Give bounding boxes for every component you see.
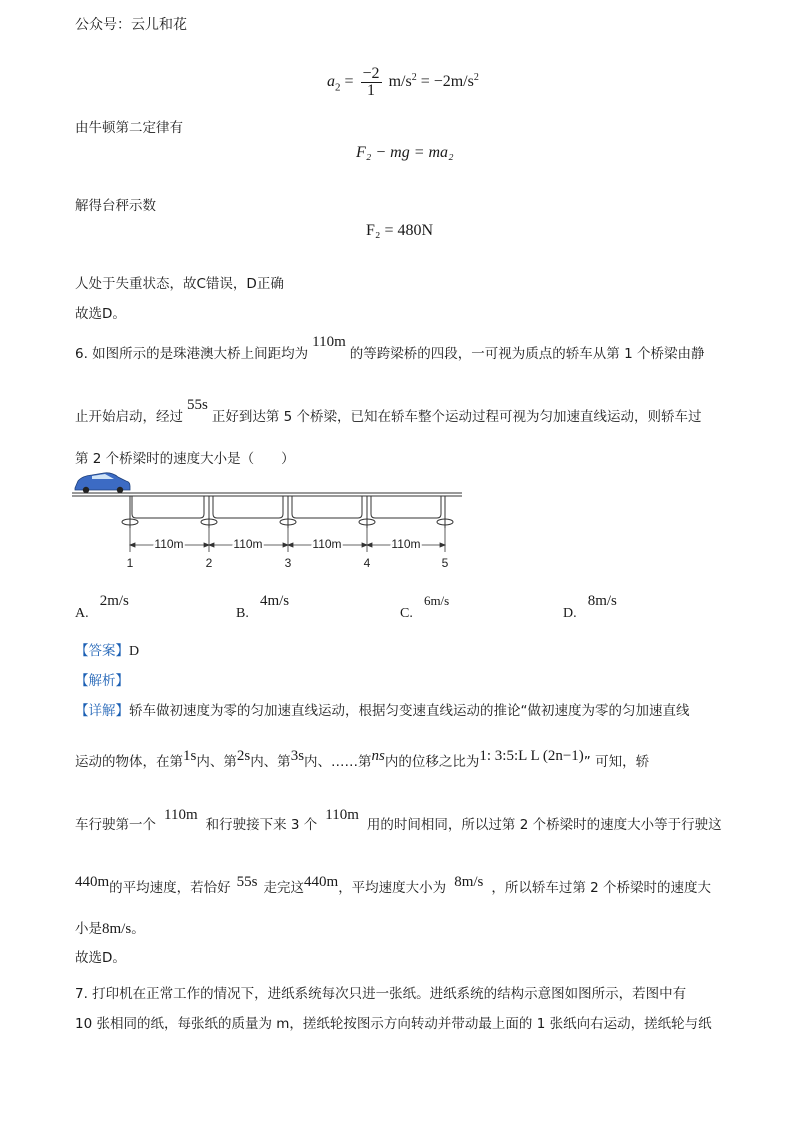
detail-text: 内、第 (250, 754, 291, 770)
a2-denominator: 1 (367, 82, 376, 99)
car-icon (75, 473, 130, 493)
pier-label: 3 (284, 556, 292, 570)
inline-math: 440m (75, 874, 110, 890)
q6-l1-value: 110m (312, 334, 346, 350)
source-label: 公众号：云儿和花 (75, 17, 187, 33)
inline-math: 1s (183, 748, 197, 764)
q6-l1-b: 的等跨梁桥的四段，一可视为质点的轿车从第 1 个桥梁由静 (349, 346, 705, 362)
inline-math: 8m/s (454, 874, 484, 890)
detail-text: ，平均速度大小为 (338, 880, 447, 896)
detail-text: 轿车做初速度为零的匀加速直线运动，根据匀变速直线运动的推论“做初速度为零的匀加速直线 (129, 703, 690, 719)
detail-text: 车行驶第一个 (75, 817, 156, 833)
detail-text: 的平均速度，若恰好 (109, 880, 231, 896)
option-a[interactable] (75, 590, 129, 621)
detail-text: 用的时间相同，所以过第 2 个桥梁时的速度大小等于行驶这 (366, 817, 722, 833)
answer-line (75, 639, 139, 660)
detail-tag: 【详解】 (75, 703, 129, 719)
answer-tag: 【答案】 (75, 643, 129, 659)
option-value: 2m/s (99, 593, 129, 609)
q6-l2-b: 正好到达第 5 个桥梁，已知在轿车整个运动过程可视为匀加速直线运动，则轿车过 (211, 409, 702, 425)
bridge-deck (72, 493, 462, 496)
a2-symbol: a (327, 73, 335, 91)
solve-text: 解得台秤示数 (75, 198, 156, 214)
bridge-arches (132, 496, 441, 518)
option-letter: A. (75, 606, 89, 621)
option-letter: B. (236, 606, 249, 621)
newton-equation: F₂ − mg = ma₂ (356, 144, 454, 161)
inline-math: 110m (325, 807, 359, 823)
inline-math: 440m (304, 874, 339, 890)
detail-text: 内、第 (196, 754, 237, 770)
detail-text: ，所以轿车过第 2 个桥梁时的速度大 (491, 880, 712, 896)
span-label: 110m (154, 537, 184, 551)
q6-line-2 (75, 397, 702, 426)
detail-line-3 (75, 807, 722, 834)
span-label: 110m (233, 537, 263, 551)
inline-math: 110m (164, 807, 198, 823)
inline-math: ns (371, 748, 385, 764)
state-text: 人处于失重状态，故C错误，D正确 (75, 276, 284, 292)
pier-label: 2 (205, 556, 213, 570)
choose-text-2: 故选D。 (75, 950, 126, 966)
detail-text: 小是 (75, 921, 102, 937)
q6-l2-a: 止开始启动，经过 (75, 409, 183, 425)
option-letter: D. (563, 606, 577, 621)
detail-text: 内的位移之比为 (384, 754, 480, 770)
a2-numerator: −2 (362, 65, 380, 82)
q6-line-3: 第 2 个桥梁时的速度大小是（ ） (75, 451, 295, 467)
choose-text-1: 故选D。 (75, 306, 126, 322)
inline-math: 3s (290, 748, 305, 764)
detail-text: 走完这 (263, 880, 305, 896)
detail-line-5 (75, 917, 145, 938)
acceleration-equation: $a_2$ = $\frac{-2}{1}$ $m/s^2 = -2m/s^2$ (327, 65, 479, 99)
newton-law-text: 由牛顿第二定律有 (75, 120, 183, 136)
pier-label: 1 (126, 556, 134, 570)
a2-subscript: 2 (335, 81, 341, 94)
a2-unit: m/s (388, 73, 412, 91)
bridge-piers (122, 496, 453, 528)
pier-label: 4 (363, 556, 371, 570)
option-d[interactable] (563, 590, 617, 621)
inline-math: 55s (236, 874, 258, 890)
ratio-math: 1: 3:5:L L (2n−1) (479, 748, 584, 764)
detail-text: 和行驶接下来 3 个 (205, 817, 318, 833)
solve-equation: F₂ = 480N (366, 222, 434, 239)
option-value: 4m/s (259, 593, 290, 609)
q6-line-1 (75, 334, 705, 363)
analysis-tag: 【解析】 (75, 673, 129, 689)
q6-l1-a: 6. 如图所示的是珠港澳大桥上间距均为 (75, 346, 309, 362)
q7-line-2: 10 张相同的纸，每张纸的质量为 m，搓纸轮按图示方向转动并带动最上面的 1 张纸向右运动，搓纸轮与纸 (75, 1016, 712, 1032)
span-label: 110m (312, 537, 342, 551)
pier-label: 5 (441, 556, 449, 570)
answer-value: D (129, 644, 140, 659)
q7-line-1: 7. 打印机在正常工作的情况下，进纸系统每次只进一张纸。进纸系统的结构示意图如图所示，若图中有 (75, 986, 687, 1002)
detail-line-4 (75, 876, 711, 897)
option-value: 6m/s (423, 593, 450, 608)
detail-line-2 (75, 750, 649, 771)
span-label: 110m (391, 537, 421, 551)
detail-line-1 (75, 699, 690, 719)
inline-math: 2s (236, 748, 251, 764)
option-b[interactable] (236, 590, 290, 621)
option-letter: C. (400, 606, 413, 621)
detail-text: ” 可知，轿 (583, 754, 650, 770)
detail-text: 。 (131, 921, 145, 937)
inline-math: 8m/s (102, 921, 132, 937)
a2-fraction (361, 66, 382, 99)
detail-text: 运动的物体，在第 (75, 754, 183, 770)
bridge-diagram (72, 470, 467, 580)
a2-result: = −2m/s (420, 73, 474, 91)
option-value: 8m/s (587, 593, 617, 609)
q6-l2-value: 55s (187, 397, 208, 413)
option-c[interactable] (400, 590, 450, 621)
detail-text: 内、……第 (304, 754, 372, 770)
